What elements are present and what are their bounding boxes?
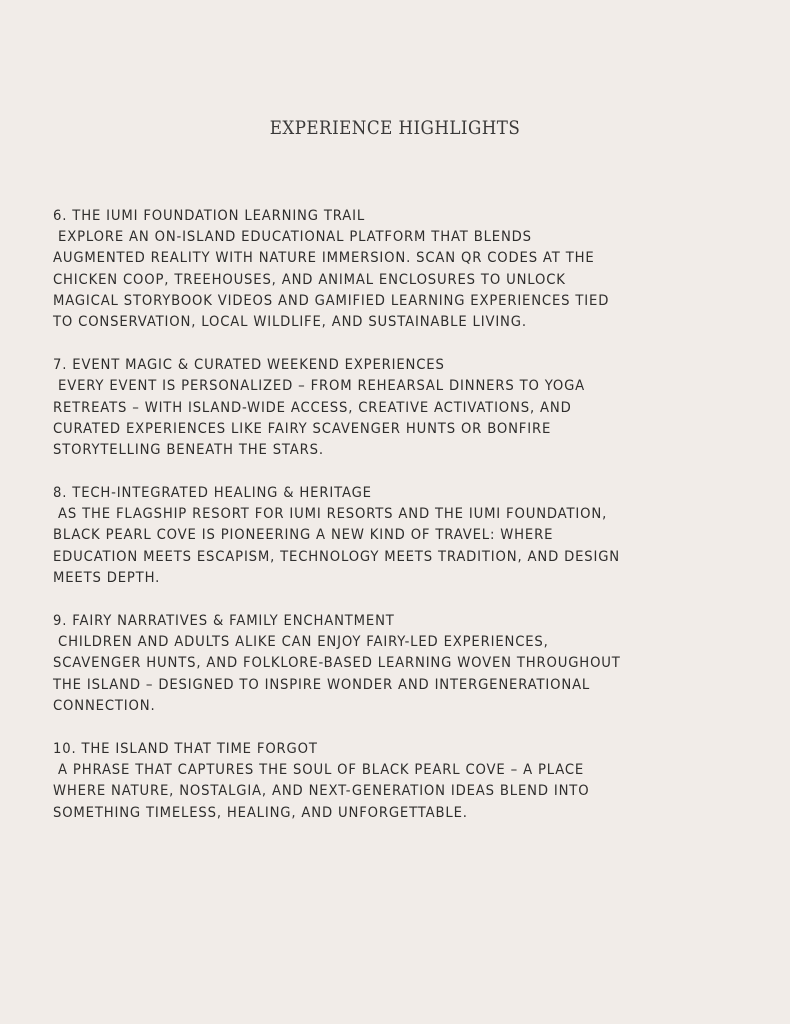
section-body-line: CURATED EXPERIENCES LIKE FAIRY SCAVENGER HUNTS OR BONFIRE	[53, 420, 552, 437]
section-body-line: THE ISLAND – DESIGNED TO INSPIRE WONDER AND INTERGENERATIONAL	[53, 676, 591, 693]
section-heading: 10. THE ISLAND THAT TIME FORGOT	[53, 740, 318, 757]
highlight-section-10	[53, 739, 743, 824]
section-body-line: WHERE NATURE, NOSTALGIA, AND NEXT-GENERATION IDEAS BLEND INTO	[53, 783, 590, 800]
section-heading: 9. FAIRY NARRATIVES & FAMILY ENCHANTMENT	[53, 613, 395, 629]
section-body-line: STORYTELLING BENEATH THE STARS.	[53, 441, 324, 458]
section-body-line: SOMETHING TIMELESS, HEALING, AND UNFORGETTABLE.	[53, 804, 468, 821]
section-body-line: EDUCATION MEETS ESCAPISM, TECHNOLOGY MEETS TRADITION, AND DESIGN	[53, 548, 621, 565]
section-heading: 6. THE IUMI FOUNDATION LEARNING TRAIL	[53, 208, 366, 224]
highlight-section-9	[53, 611, 743, 717]
section-heading: 8. TECH-INTEGRATED HEALING & HERITAGE	[53, 485, 372, 502]
highlights-list	[53, 206, 743, 846]
section-body-line: A PHRASE THAT CAPTURES THE SOUL OF BLACK PEARL COVE – A PLACE	[53, 762, 585, 779]
section-body-line: EVERY EVENT IS PERSONALIZED – FROM REHEARSAL DINNERS TO YOGA	[53, 378, 586, 395]
section-body-line: MEETS DEPTH.	[53, 569, 161, 586]
highlight-section-7	[53, 355, 743, 461]
section-body-line: CHILDREN AND ADULTS ALIKE CAN ENJOY FAIRY-LED EXPERIENCES,	[53, 634, 549, 651]
section-heading: 7. EVENT MAGIC & CURATED WEEKEND EXPERIENCES	[53, 357, 445, 374]
section-body-line: CONNECTION.	[53, 697, 156, 714]
section-body-line: MAGICAL STORYBOOK VIDEOS AND GAMIFIED LEARNING EXPERIENCES TIED	[53, 292, 610, 309]
section-body-line: RETREATS – WITH ISLAND-WIDE ACCESS, CREATIVE ACTIVATIONS, AND	[53, 399, 572, 416]
section-body-line: EXPLORE AN ON-ISLAND EDUCATIONAL PLATFORM THAT BLENDS	[53, 229, 532, 246]
section-body-line: AUGMENTED REALITY WITH NATURE IMMERSION. SCAN QR CODES AT THE	[53, 250, 595, 267]
section-body-line: BLACK PEARL COVE IS PIONEERING A NEW KIND OF TRAVEL: WHERE	[53, 527, 554, 544]
section-body-line: CHICKEN COOP, TREEHOUSES, AND ANIMAL ENCLOSURES TO UNLOCK	[53, 271, 566, 288]
page-title: EXPERIENCE HIGHLIGHTS	[269, 117, 521, 139]
highlight-section-6	[53, 206, 743, 333]
section-body-line: TO CONSERVATION, LOCAL WILDLIFE, AND SUSTAINABLE LIVING.	[53, 313, 527, 330]
highlight-section-8	[53, 483, 743, 589]
section-body-line: SCAVENGER HUNTS, AND FOLKLORE-BASED LEARNING WOVEN THROUGHOUT	[53, 655, 621, 672]
section-body-line: AS THE FLAGSHIP RESORT FOR IUMI RESORTS AND THE IUMI FOUNDATION,	[53, 506, 608, 523]
